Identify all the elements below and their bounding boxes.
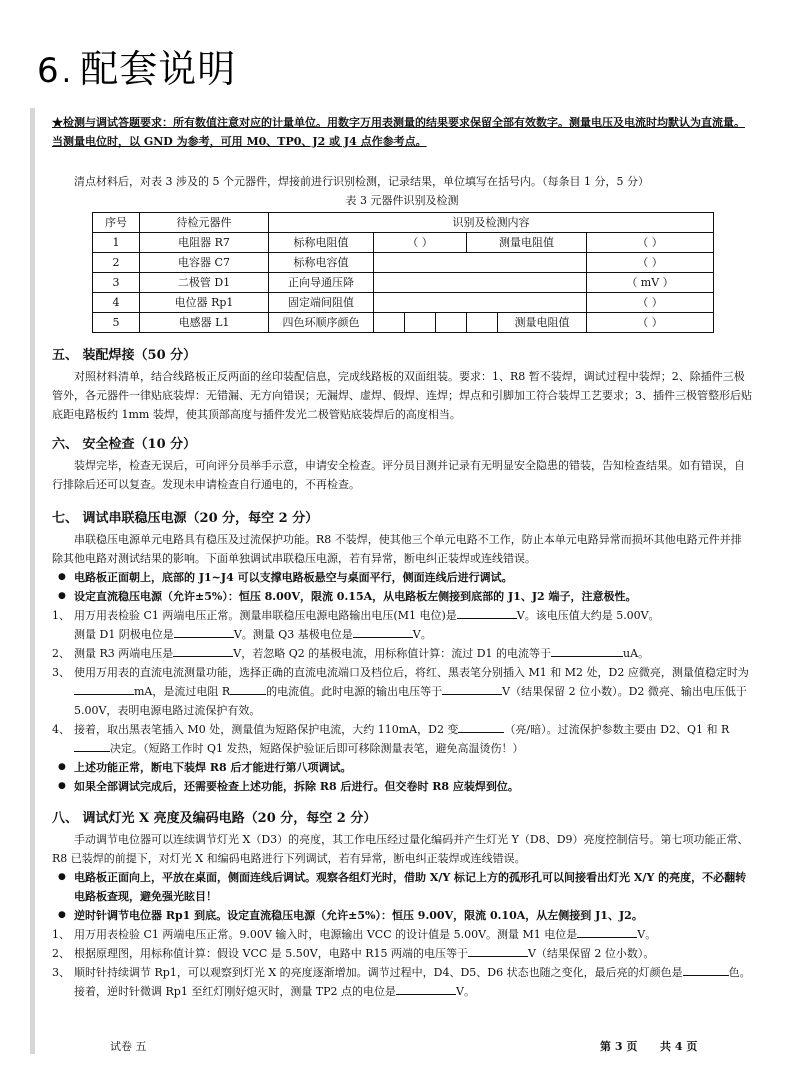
cell-no: 3 (93, 273, 140, 293)
cell-component: 电阻器 R7 (140, 233, 269, 253)
question-item: 3、 使用万用表的直流电流测量功能，选择正确的直流电流端口及档位后，将红、黑表笔分别插入 M1 和 M2 处，D2 应微亮，测量值稳定时为mA，是流过电阻 R 的电流值。此时电源的输出电压等于 V（结果保留 2 位小数）。D2 微亮、输出电压低于 5.00V，表明电源电路过流保护有效。 (52, 666, 749, 717)
section-7-bullet: ● 电路板正面朝上，底部的 J1~J4 可以支撑电路板悬空与桌面平行，侧面连线后进行调试。 (52, 568, 752, 587)
section-8-title: 八、 调试灯光 X 亮度及编码电路（20 分，每空 2 分） (52, 811, 377, 826)
cell-no: 1 (93, 233, 140, 253)
section-7-bullet: ● 设定直流稳压电源（允许±5%）：恒压 8.00V，限流 0.15A，从电路板左侧接到底部的 J1、J2 端子，注意极性。 (52, 587, 752, 606)
answer-blank[interactable] (468, 944, 528, 957)
section-6-title: 六、 安全检查（10 分） (52, 437, 197, 452)
answer-blank[interactable] (577, 925, 637, 938)
question-item: 2、 测量 R3 两端电压是 V，若忽略 Q2 的基极电流，用标称值计算：流过 D1 的电流等于 uA。 (52, 644, 752, 663)
cell-answer: （ ） (374, 233, 467, 253)
footer-total-pages: 共 4 页 (660, 1040, 698, 1053)
components-intro: 清点材料后，对表 3 涉及的 5 个元器件，焊接前进行识别检测，记录结果，单位填写在括号内。（每条目 1 分，5 分） (74, 175, 649, 188)
answer-requirements: ★检测与调试答题要求：所有数值注意对应的计量单位。用数字万用表测量的结果要求保留全部有效数字。测量电压及电流时均默认为直流量。当测量电位时，以 GND 为参考，可用 M0、TP0、J2 或 J4 点作参考点。 (52, 116, 745, 148)
section-8-bullet: ● 逆时针调节电位器 Rp1 到底。设定直流稳压电源（允许±5%）：恒压 9.00V，限流 0.10A，从左侧接到 J1、J2。 (52, 906, 752, 925)
answer-blank[interactable] (551, 644, 623, 657)
table-row (93, 293, 714, 313)
table-row (93, 313, 714, 333)
cell-item2: 测量电阻值 (498, 313, 587, 333)
answer-blank[interactable] (396, 982, 456, 995)
components-table (92, 212, 714, 333)
answer-blank[interactable] (230, 682, 266, 695)
cell-component: 二极管 D1 (140, 273, 269, 293)
section-8-bullet: ● 电路板正面向上，平放在桌面，侧面连线后调试。观察各组灯光时，借助 X/Y 标记上方的孤形孔可以间接看出灯光 X/Y 的亮度，不必翻转电路板查现，避免强光眩目！ (52, 868, 752, 906)
header-no: 序号 (93, 213, 140, 233)
footer-exam-label: 试卷 五 (110, 1040, 147, 1053)
cell-component: 电容器 C7 (140, 253, 269, 273)
section-7-bullet: ● 如果全部调试完成后，还需要检查上述功能，拆除 R8 后进行。但交卷时 R8 应装焊到位。 (52, 777, 752, 796)
question-item: 1、 用万用表检验 C1 两端电压正常。9.00V 输入时，电源输出 VCC 的设计值是 5.00V。测量 M1 电位是 V。 (52, 925, 752, 944)
color-band-cell (436, 313, 467, 333)
cell-component: 电位器 Rp1 (140, 293, 269, 313)
color-band-cell (405, 313, 436, 333)
answer-blank[interactable] (74, 682, 134, 695)
section-7-title: 七、 调试串联稳压电源（20 分，每空 2 分） (52, 511, 319, 526)
question-item: 3、 顺时针持续调节 Rp1，可以观察到灯光 X 的亮度逐渐增加。调节过程中，D4、D5、D6 状态也随之变化，最后亮的灯颜色是 色。接着，逆时针微调 Rp1 至红灯刚好熄灭时，测量 TP2 点的电位是 V。 (52, 963, 752, 1001)
section-6-body: 装焊完毕，检查无误后，可向评分员举手示意，申请安全检查。评分员目测并记录有无明显安全隐患的错装，告知检查结果。如有错误，自行排除后还可以复查。发现未申请检查自行通电的，不再检查。 (52, 459, 745, 491)
cell-blank (374, 253, 587, 273)
cell-blank (374, 273, 587, 293)
answer-blank[interactable] (457, 606, 517, 619)
table-row (93, 273, 714, 293)
cell-answer: （ ） (587, 233, 714, 253)
cell-answer: （ ） (587, 253, 714, 273)
cell-item: 标称电阻值 (269, 233, 374, 253)
answer-blank[interactable] (683, 963, 729, 976)
question-item: 1、 用万用表检验 C1 两端电压正常。测量串联稳压电源电路输出电压(M1 电位)是 V。该电压值大约是 5.00V。 测量 D1 阴极电位是 V。测量 Q3 基极电位是 V。 (52, 606, 752, 644)
cell-no: 4 (93, 293, 140, 313)
answer-blank[interactable] (74, 739, 110, 752)
header-inspection: 识别及检测内容 (269, 213, 714, 233)
table-header-row (93, 213, 714, 233)
answer-blank[interactable] (174, 625, 234, 638)
footer-page-number: 第 3 页 (600, 1040, 638, 1053)
color-band-cell (467, 313, 498, 333)
table-row (93, 233, 714, 253)
cell-answer: （ ） (587, 293, 714, 313)
heading-number: 6 (37, 51, 60, 91)
color-band-cell (374, 313, 405, 333)
cell-no: 2 (93, 253, 140, 273)
cell-answer: （ mV ） (587, 273, 714, 293)
section-7-body: 串联稳压电源单元电路具有稳压及过流保护功能。R8 不装焊，使其他三个单元电路不工作，防止本单元电路异常而损坏其他电路元件并排除其他电路对测试结果的影响。下面单独调试串联稳压电源，若有异常，断电纠正装焊或连线错误。 (52, 533, 742, 565)
cell-item: 四色环顺序颜色 (269, 313, 374, 333)
cell-no: 5 (93, 313, 140, 333)
cell-item: 固定端间阻值 (269, 293, 374, 313)
answer-blank[interactable] (442, 682, 502, 695)
answer-blank[interactable] (353, 625, 413, 638)
section-5-title: 五、 装配焊接（50 分） (52, 348, 197, 363)
cell-item2: 测量电阻值 (467, 233, 587, 253)
cell-answer: （ ） (587, 313, 714, 333)
section-8-body: 手动调节电位器可以连续调节灯光 X（D3）的亮度，其工作电压经过量化编码并产生灯光 Y（D8、D9）亮度控制信号。第七项功能正常、R8 已装焊的前提下，对灯光 X 和编码电路进行下列调试，若有异常，断电纠正装焊或连线错误。 (52, 833, 749, 865)
table-row (93, 253, 714, 273)
answer-blank[interactable] (173, 644, 233, 657)
section-7-bullet: ● 上述功能正常，断电下装焊 R8 后才能进行第八项调试。 (52, 758, 752, 777)
cell-component: 电感器 L1 (140, 313, 269, 333)
question-item: 2、 根据原理图，用标称值计算：假设 VCC 是 5.50V，电路中 R15 两端的电压等于 V（结果保留 2 位小数）。 (52, 944, 752, 963)
header-component: 待检元器件 (140, 213, 269, 233)
heading-title: 配套说明 (80, 47, 237, 91)
answer-blank[interactable] (458, 720, 504, 733)
question-item: 4、 接着，取出黑表笔插入 M0 处，测量值为短路保护电流，大约 110mA，D2 变 （亮/暗）。过流保护参数主要由 D2、Q1 和 R决定。（短路工作时 Q1 发热，短路保护验证后即可移除测量表笔，避免高温烫伤！） (52, 720, 752, 758)
cell-blank (374, 293, 587, 313)
exam-content (52, 113, 752, 1001)
table-caption: 表 3 元器件识别及检测 (345, 194, 459, 207)
cell-item: 正向导通压降 (269, 273, 374, 293)
section-heading: 6. 配套说明 (37, 47, 237, 91)
cell-item: 标称电容值 (269, 253, 374, 273)
section-5-body: 对照材料清单，结合线路板正反两面的丝印装配信息，完成线路板的双面组装。要求：1、R8 暂不装焊，调试过程中装焊；2、除插件三极管外，各元器件一律贴底装焊：无错漏、无方向错误；无漏焊、虚焊、假焊、连焊；焊点和引脚加工符合装焊工艺要求；3、插件三极管整形后贴底距电路板约 1mm 装焊，使其顶部高度与插件发光二极管贴底装焊后的高度相当。 (52, 370, 752, 421)
